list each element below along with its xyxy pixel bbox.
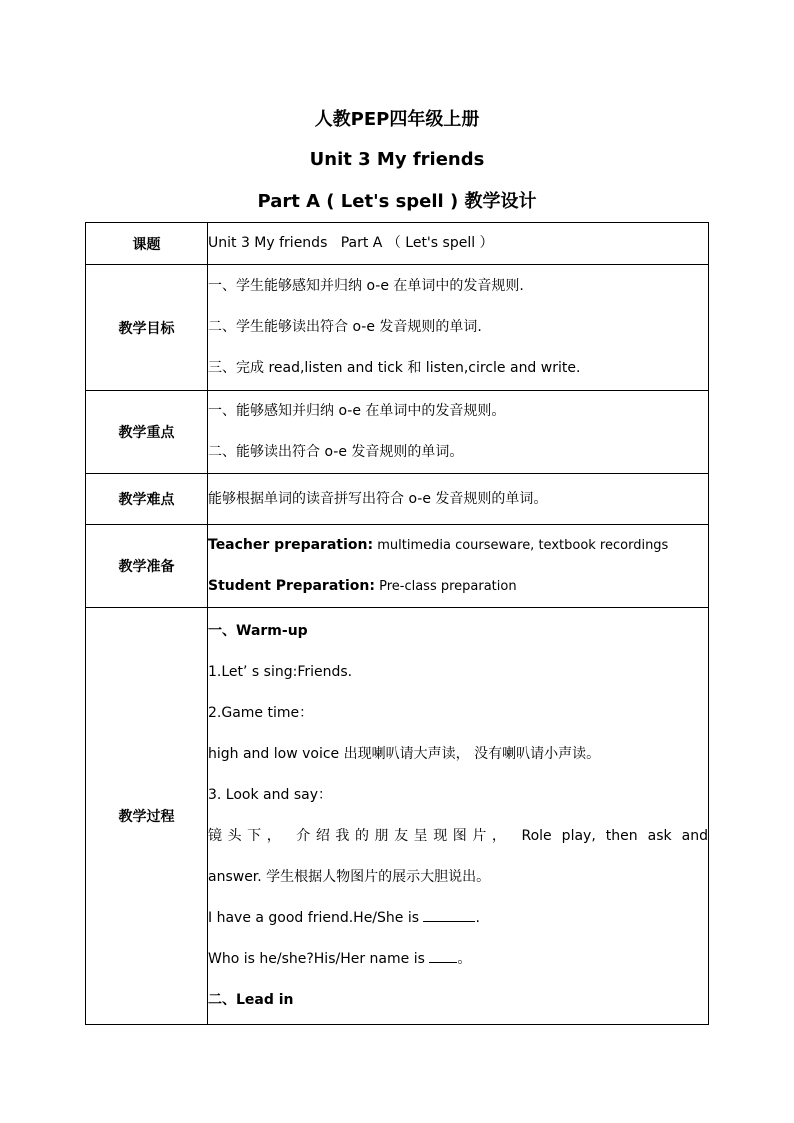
label-process: 教学过程: [86, 608, 208, 1025]
sentence-pattern-text: I have a good friend.He/She is: [208, 910, 424, 926]
row-topic: [86, 223, 709, 265]
process-step-detail: 镜头下， 介绍我的朋友呈现图片， Role play, then ask and: [208, 828, 708, 844]
document-title-line1: 人教PEP四年级上册: [314, 109, 480, 130]
teacher-preparation-value: multimedia courseware, textbook recordings: [373, 538, 669, 553]
sentence-pattern-text: Who is he/she?His/Her name is: [208, 951, 430, 967]
process-step: 1.Let’ s sing:Friends.: [208, 664, 353, 680]
process-step: 2.Game time：: [208, 705, 314, 721]
row-key-points: [86, 391, 709, 474]
label-objectives: 教学目标: [86, 265, 208, 391]
student-preparation-label: Student Preparation:: [208, 578, 375, 594]
answer-blank: [423, 907, 475, 922]
cell-topic: [208, 223, 709, 265]
process-step-detail: answer. 学生根据人物图片的展示大胆说出。: [208, 869, 491, 885]
document-title-line3: Part A ( Let's spell ) 教学设计: [257, 191, 537, 212]
topic-value: Unit 3 My friends Part A （ Let's spell ）: [208, 235, 494, 251]
row-preparation: [86, 525, 709, 608]
student-preparation-value: Pre-class preparation: [374, 579, 517, 594]
teacher-preparation: [208, 525, 708, 566]
sentence-pattern: [208, 939, 708, 980]
cell-difficulties: [208, 474, 709, 525]
answer-blank: [429, 948, 457, 963]
label-difficulties: 教学难点: [86, 474, 208, 525]
objective-item: 一、学生能够感知并归纳 o-e 在单词中的发音规则.: [208, 278, 524, 294]
process-heading-lead-in: 二、Lead in: [208, 992, 294, 1008]
sentence-pattern-end: .: [475, 910, 480, 926]
process-heading-warmup: 一、Warm-up: [208, 623, 308, 639]
difficulty-text: 能够根据单词的读音拼写出符合 o-e 发音规则的单词。: [208, 490, 548, 507]
row-process: [86, 608, 709, 1025]
objective-item: 二、学生能够读出符合 o-e 发音规则的单词.: [208, 319, 482, 335]
sentence-pattern: [208, 898, 708, 939]
objective-item: 三、完成 read,listen and tick 和 listen,circle and write.: [208, 360, 581, 376]
key-point-item: 二、能够读出符合 o-e 发音规则的单词。: [208, 444, 464, 460]
teacher-preparation-label: Teacher preparation:: [208, 537, 374, 553]
label-key-points: 教学重点: [86, 391, 208, 474]
process-step-detail: high and low voice 出现喇叭请大声读， 没有喇叭请小声读。: [208, 746, 601, 762]
lesson-plan-table: [85, 222, 709, 1025]
document-title-line2: Unit 3 My friends: [309, 149, 485, 170]
row-difficulties: [86, 474, 709, 525]
sentence-pattern-end: 。: [457, 951, 472, 967]
process-step: 3. Look and say：: [208, 787, 332, 803]
cell-process: [208, 608, 709, 1025]
cell-objectives: [208, 265, 709, 391]
key-point-item: 一、能够感知并归纳 o-e 在单词中的发音规则。: [208, 403, 506, 419]
student-preparation: [208, 566, 708, 607]
label-preparation: 教学准备: [86, 525, 208, 608]
cell-key-points: [208, 391, 709, 474]
row-objectives: [86, 265, 709, 391]
label-topic: 课题: [86, 223, 208, 265]
cell-preparation: [208, 525, 709, 608]
